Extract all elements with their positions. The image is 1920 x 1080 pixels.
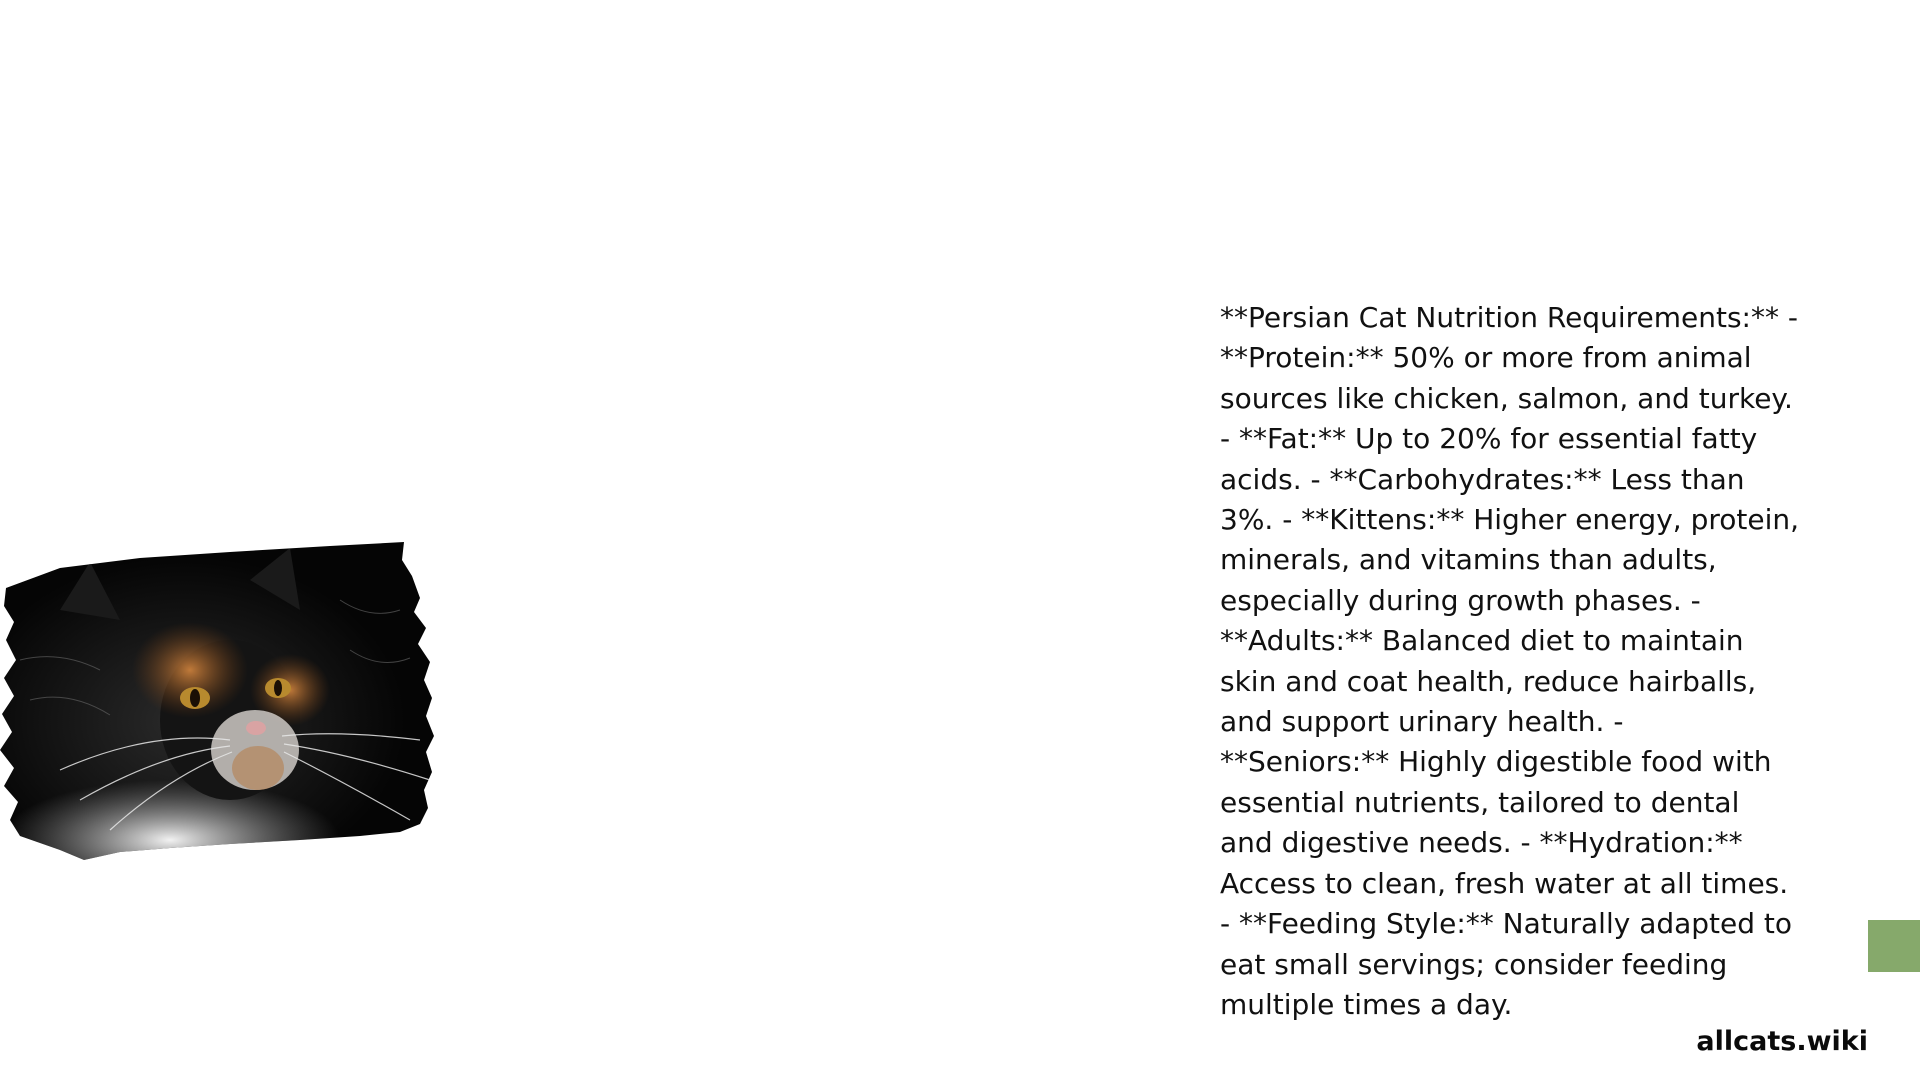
green-accent-block <box>1868 920 1920 972</box>
cat-image-illustration <box>0 540 440 870</box>
nutrition-requirements-text: **Persian Cat Nutrition Requirements:** - **Protein:** 50% or more from animal sources like chicken, salmon, and turkey. - **Fat:** Up to 20% for essential fatty acids. - **Carbohydrates:** Less than 3%. - **Kittens:** Higher energy, protein, minerals, and vitamins than adults, especially during growth phases. - **Adults:** Balanced diet to maintain skin and coat health, reduce hairballs, and support urinary health. - **Seniors:** Highly digestible food with essential nutrients, tailored to dental and digestive needs. - **Hydration:** Access to clean, fresh water at all times. - **Feeding Style:** Naturally adapted to eat small servings; consider feeding multiple times a day. <box>1220 301 1800 1021</box>
site-watermark: allcats.wiki <box>1696 1026 1868 1057</box>
persian-cat-photo <box>0 540 440 870</box>
